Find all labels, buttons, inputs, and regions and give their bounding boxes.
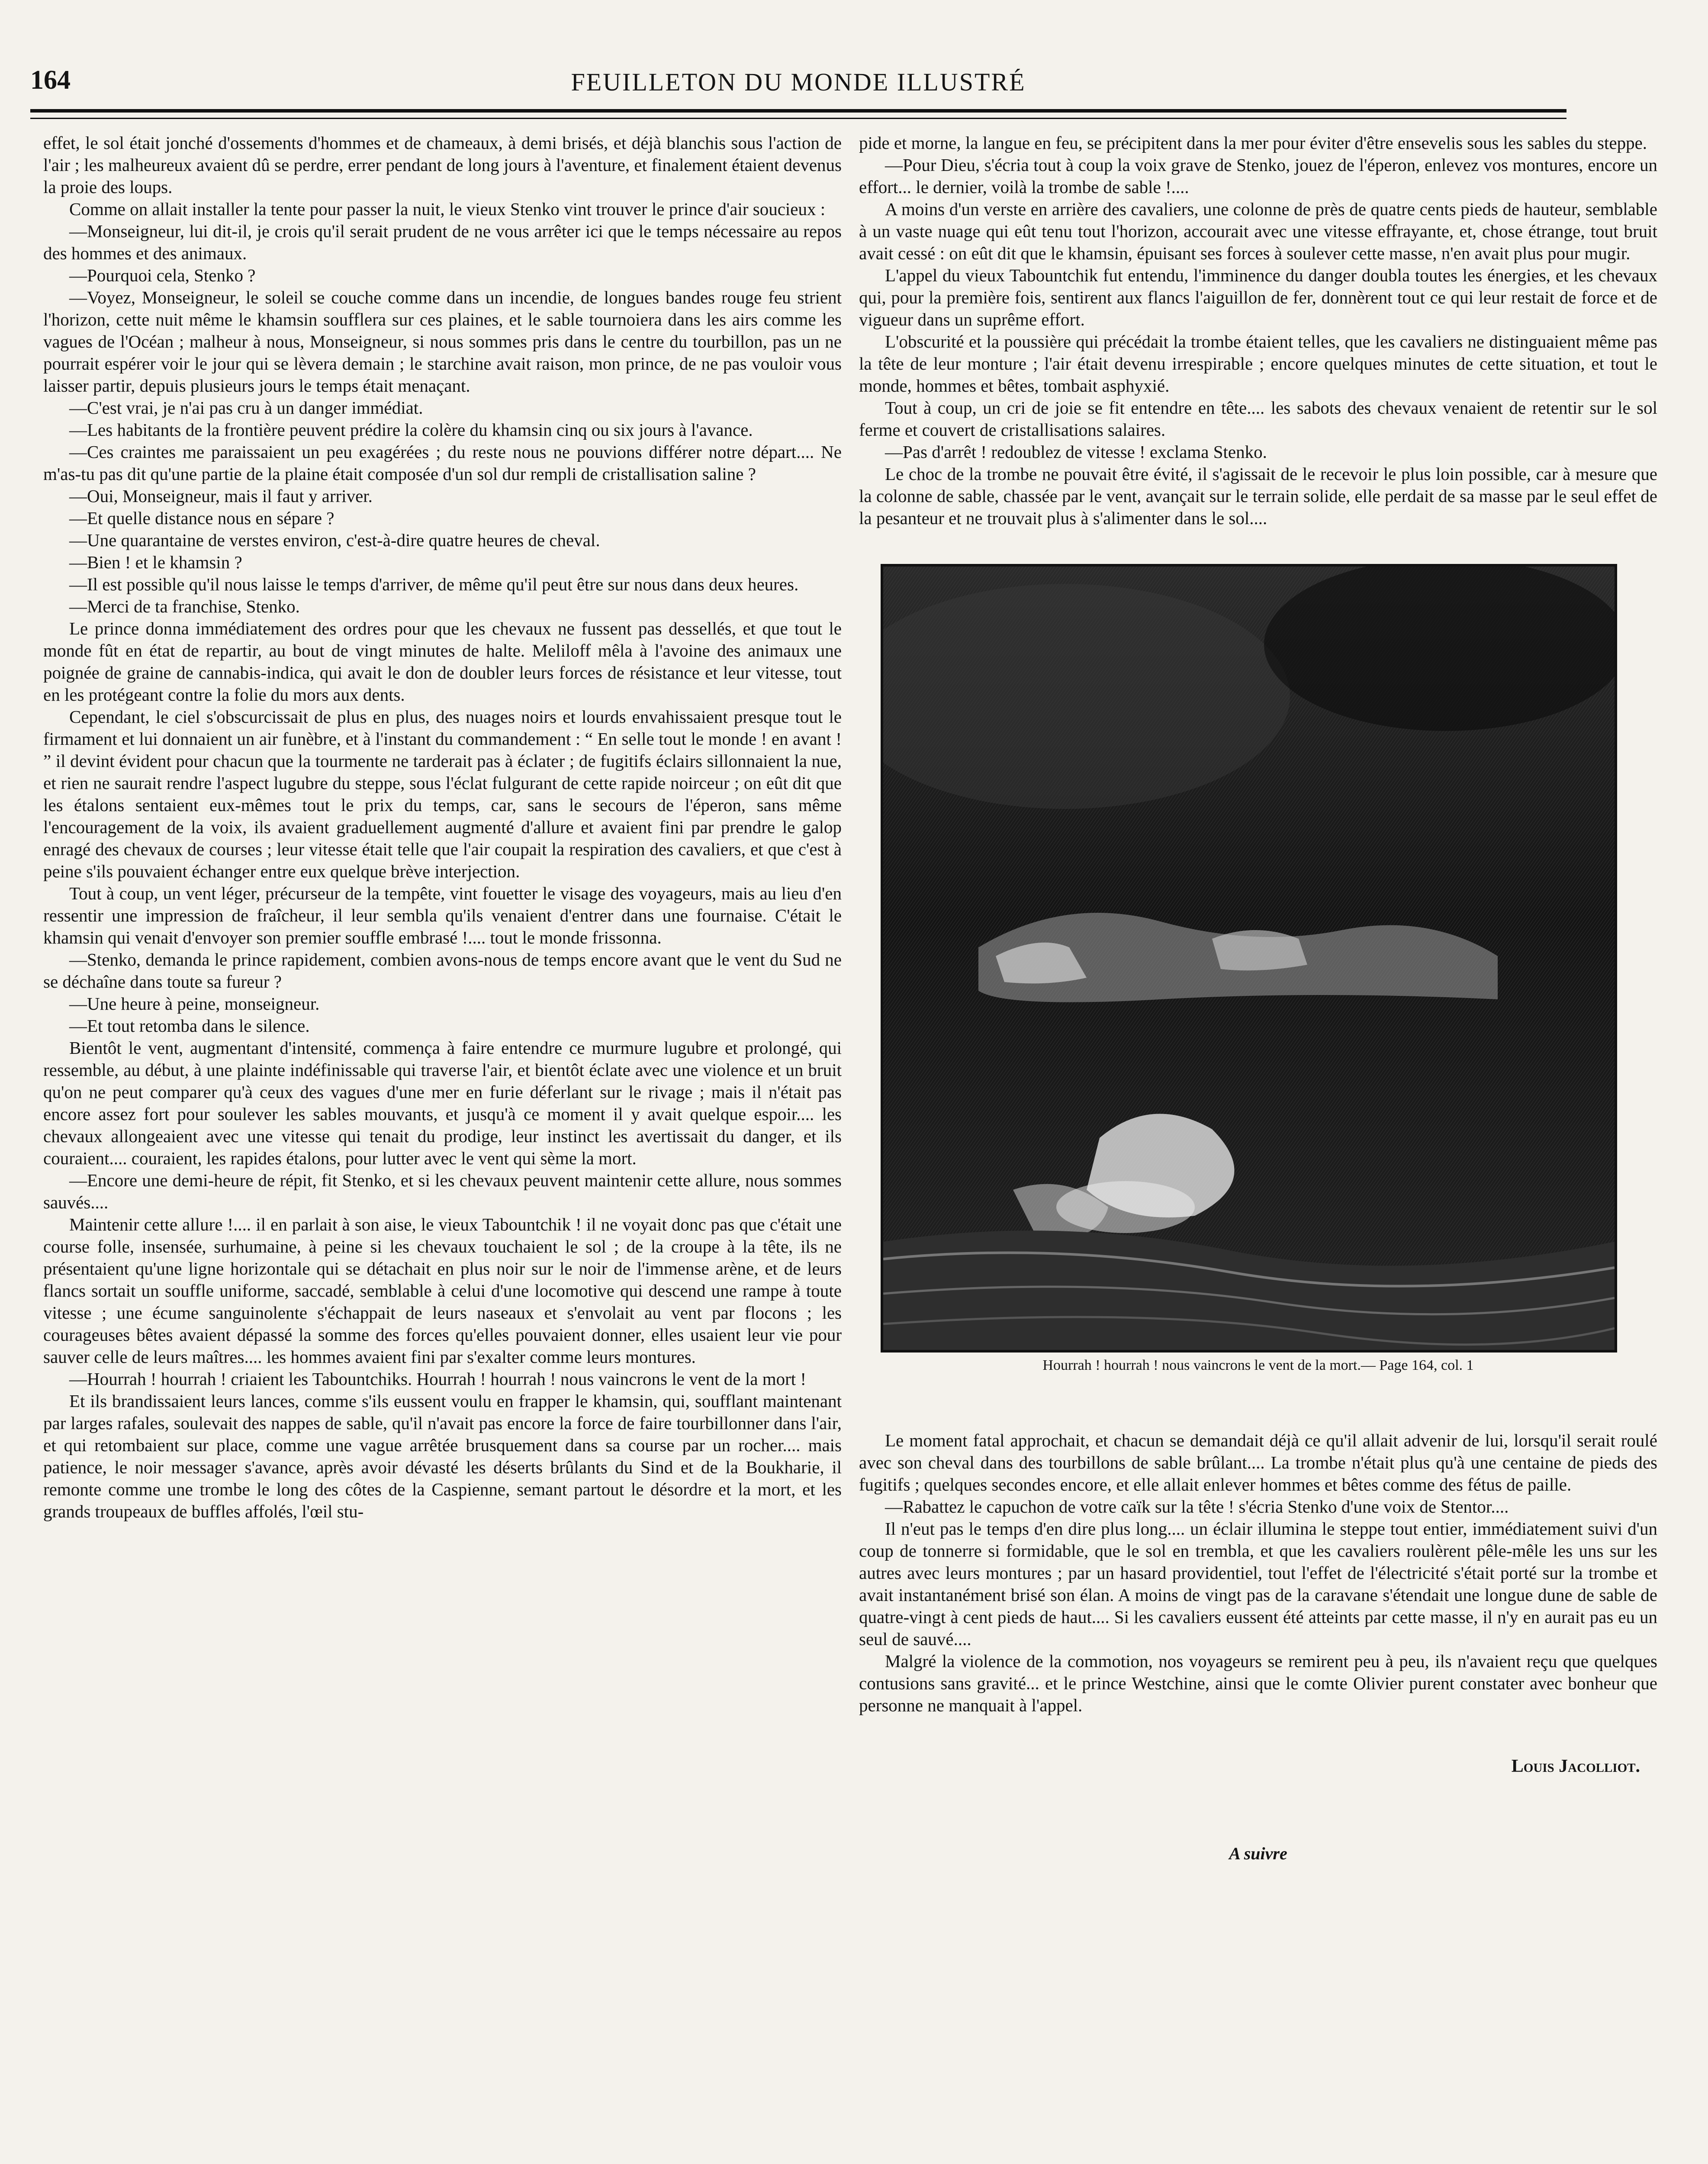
paragraph: Tout à coup, un vent léger, précurseur de la tempête, vint fouetter le visage des voyageurs, mais au lieu d'en ressentir une impression de fraîcheur, il leur sembla qu'ils venaient d'entrer dans une fournaise. C'était le khamsin qui venait d'envoyer son premier souffle embrasé !.... tout le monde frissonna. [43, 883, 842, 947]
page-number: 164 [30, 65, 71, 95]
paragraph: —Pourquoi cela, Stenko ? [69, 265, 256, 285]
illustration-caption: Hourrah ! hourrah ! nous vaincrons le vent de la mort.— Page 164, col. 1 [1042, 1357, 1474, 1373]
paragraph: Comme on allait installer la tente pour passer la nuit, le vieux Stenko vint trouver le prince d'air soucieux : [69, 199, 826, 219]
author-signature: Louis Jacolliot. [1511, 1756, 1640, 1776]
right-column-bottom-text [859, 1430, 1657, 1716]
left-column [43, 132, 842, 2164]
sandstorm-engraving [883, 567, 1615, 1350]
paragraph: —Ces craintes me paraissaient un peu exagérées ; du reste nous ne pouvions différer notre départ.... Ne m'as-tu pas dit qu'une partie de la plaine était composée d'un sol dur rempli de cristallisation saline ? [43, 442, 842, 484]
paragraph: Bientôt le vent, augmentant d'intensité, commença à faire entendre ce murmure lugubre et prolongé, qui ressemble, au début, à une plainte indéfinissable qui traverse l'air, et bientôt éclate avec une violence et un bruit qu'on ne peut comparer qu'à ceux des vagues d'une mer en furie déferlant sur le rivage ; mais il n'était pas encore assez fort pour soulever les sables mouvants, et jusqu'à ce moment il y avait quelque espoir.... les chevaux allongeaient avec une vitesse qui tenait du prodige, leur instinct les avertissait du danger, et ils couraient.... couraient, les rapides étalons, pour lutter avec le vent qui sème la mort. [43, 1038, 842, 1168]
paragraph: Malgré la violence de la commotion, nos voyageurs se remirent peu à peu, ils n'avaient reçu que quelques contusions sans gravité... et le prince Westchine, ainsi que le comte Olivier purent constater avec bonheur que personne ne manquait à l'appel. [859, 1651, 1657, 1715]
engraving-image [881, 564, 1617, 1352]
paragraph: effet, le sol était jonché d'ossements d'hommes et de chameaux, à demi brisés, et déjà blanchis sous l'action de l'air ; les malheureux avaient dû se perdre, errer pendant de long jours à l'aventure, et finalement étaient devenus la proie des loups. [43, 133, 842, 197]
paragraph: pide et morne, la langue en feu, se précipitent dans la mer pour éviter d'être ensevelis sous les sables du steppe. [859, 133, 1647, 153]
to-be-continued: A suivre [1229, 1844, 1287, 1863]
paragraph: —Il est possible qu'il nous laisse le temps d'arriver, de même qu'il peut être sur nous dans deux heures. [69, 574, 799, 594]
paragraph: —Merci de ta franchise, Stenko. [69, 596, 300, 616]
paragraph: —Voyez, Monseigneur, le soleil se couche comme dans un incendie, de longues bandes rouge feu strient l'horizon, cette nuit même le khamsin soufflera sur ces plaines, et le sable tournoiera dans les airs comme les vagues de l'Océan ; malheur à nous, Monseigneur, si nous sommes pris dans le centre du tourbillon, pas un ne pourrait espérer voir le jour qui se lèvera demain ; le starchine avait raison, mon prince, de ne pas vouloir vous laisser partir, depuis plusieurs jours le temps était menaçant. [43, 287, 842, 396]
paragraph: —Monseigneur, lui dit-il, je crois qu'il serait prudent de ne vous arrêter ici que le temps nécessaire au repos des hommes et des animaux. [43, 221, 842, 263]
paragraph: Le choc de la trombe ne pouvait être évité, il s'agissait de le recevoir le plus loin possible, car à mesure que la colonne de sable, chassée par le vent, avançait sur le terrain solide, elle perdait de sa masse par le seul effet de la pesanteur et ne trouvait plus à s'alimenter dans le sol.... [859, 464, 1657, 528]
paragraph: Maintenir cette allure !.... il en parlait à son aise, le vieux Tabountchik ! il ne voyait donc pas que c'était une course folle, insensée, surhumaine, à peine si les chevaux touchaient le sol ; de la croupe à la tête, ils ne présentaient qu'une ligne horizontale qui se détachait en plus noir sur le noir de l'immense arène, et de leurs flancs sortait un souffle uniforme, saccadé, semblable à celui d'une locomotive qui descend une rampe à toute vitesse ; une écume sanguinolente s'échappait de leurs naseaux et s'envolait au vent par flocons ; les courageuses bêtes avaient dépassé la somme des forces qu'elles pouvaient donner, elles usaient leur vie pour sauver celle de leurs maîtres.... les hommes avaient fini par s'exalter comme leurs montures. [43, 1214, 842, 1367]
paragraph: —Oui, Monseigneur, mais il faut y arriver. [69, 486, 373, 506]
header-rule-thin [30, 118, 1566, 119]
paragraph: Il n'eut pas le temps d'en dire plus long.... un éclair illumina le steppe tout entier, immédiatement suivi d'un coup de tonnerre si formidable, que le sol en trembla, et que les cavaliers roulèrent pêle-mêle les uns sur les autres avec leurs montures ; par un hasard providentiel, tout l'effet de l'électricité s'était porté sur la trombe et avait instantanément brisé son élan. A moins de vingt pas de la caravane s'étendait une longue dune de sable de quatre-vingt à cent pieds de haut.... Si les cavaliers eussent été atteints par cette masse, il n'y en aurait pas eu un seul de sauvé.... [859, 1519, 1657, 1649]
paragraph: Et ils brandissaient leurs lances, comme s'ils eussent voulu en frapper le khamsin, qui, soufflant maintenant par larges rafales, soulevait des nappes de sable, qu'il n'avait pas encore la force de faire tourbillonner dans l'air, et qui retombaient sur place, comme une vague arrêtée brusquement dans sa course par un rocher.... mais patience, le noir messager s'avance, après avoir dévasté les déserts brûlants du Sind et de la Boukharie, il remonte comme une trombe le long des côtes de la Caspienne, semant partout le désordre et la mort, et les grands troupeaux de buffles affolés, l'œil stu- [43, 1391, 842, 1521]
paragraph: —Pas d'arrêt ! redoublez de vitesse ! exclama Stenko. [885, 442, 1267, 462]
running-title: FEUILLETON DU MONDE ILLUSTRÉ [571, 68, 1026, 96]
paragraph: —Stenko, demanda le prince rapidement, combien avons-nous de temps encore avant que le vent du Sud ne se déchaîne dans toute sa fureur ? [43, 950, 842, 992]
paragraph: —Une quarantaine de verstes environ, c'est-à-dire quatre heures de cheval. [69, 530, 600, 550]
paragraph: Le prince donna immédiatement des ordres pour que les chevaux ne fussent pas dessellés, et que tout le monde fût en état de repartir, au bout de vingt minutes de halte. Meliloff mêla à l'avoine des animaux une poignée de graine de cannabis-indica, qui avait le don de doubler leurs forces de résistance et leur vitesse, tout en les protégeant contre la folie du mors aux dents. [43, 618, 842, 705]
paragraph: —Les habitants de la frontière peuvent prédire la colère du khamsin cinq ou six jours à l'avance. [69, 420, 753, 440]
paragraph: Cependant, le ciel s'obscurcissait de plus en plus, des nuages noirs et lourds envahissaient presque tout le firmament et lui donnaient un air funèbre, et à l'instant du commandement : “ En selle tout le monde ! en avant ! ” il devint évident pour chacun que la tourmente ne tarderait pas à éclater ; de fugitifs éclairs sillonnaient la nue, et rien ne saurait rendre l'aspect lugubre du steppe, sous l'éclat fulgurant de cette rapide noirceur ; on eût dit que les étalons sentaient eux-mêmes tout le prix du temps, car, sans le secours de l'éperon, sans même l'encouragement de la voix, ils avaient graduellement augmenté d'allure et avaient fini par prendre le galop enragé des chevaux de courses ; leur vitesse était telle que l'air coupait la respiration des cavaliers, et que c'est à peine s'ils pouvaient échanger entre eux quelque brève interjection. [43, 707, 842, 881]
paragraph: —Encore une demi-heure de répit, fit Stenko, et si les chevaux peuvent maintenir cette allure, nous sommes sauvés.... [43, 1170, 842, 1212]
paragraph: Le moment fatal approchait, et chacun se demandait déjà ce qu'il allait advenir de lui, lorsqu'il serait roulé avec son cheval dans des tourbillons de sable brûlant.... La trombe n'était plus qu'à une centaine de pieds des fugitifs ; quelques secondes encore, et elle allait enlever hommes et bêtes comme des fétus de paille. [859, 1430, 1657, 1494]
paragraph: —C'est vrai, je n'ai pas cru à un danger immédiat. [69, 398, 423, 418]
paragraph: L'obscurité et la poussière qui précédait la trombe étaient telles, que les cavaliers ne distinguaient même pas la tête de leur monture ; l'air était devenu irrespirable ; encore quelques minutes de cette situation, et tout le monde, hommes et bêtes, tombait asphyxié. [859, 332, 1657, 396]
right-column-top-text [859, 132, 1657, 529]
paragraph: L'appel du vieux Tabountchik fut entendu, l'imminence du danger doubla toutes les énergies, et les chevaux qui, pour la première fois, sentirent aux flancs l'aiguillon de fer, donnèrent tout ce qui leur restait de force et de vigueur dans un suprême effort. [859, 265, 1657, 329]
paragraph: —Et tout retomba dans le silence. [69, 1016, 310, 1036]
paragraph: —Bien ! et le khamsin ? [69, 552, 242, 572]
paragraph: —Pour Dieu, s'écria tout à coup la voix grave de Stenko, jouez de l'éperon, enlevez vos montures, encore un effort... le dernier, voilà la trombe de sable !.... [859, 155, 1657, 197]
page-header [30, 65, 1566, 113]
paragraph: —Hourrah ! hourrah ! criaient les Tabountchiks. Hourrah ! hourrah ! nous vaincrons le vent de la mort ! [69, 1369, 807, 1389]
header-rule-thick [30, 109, 1566, 113]
paragraph: —Une heure à peine, monseigneur. [69, 994, 320, 1014]
paragraph: Tout à coup, un cri de joie se fit entendre en tête.... les sabots des chevaux venaient de retentir sur le sol ferme et couvert de cristallisations salaires. [859, 398, 1657, 440]
paragraph: —Rabattez le capuchon de votre caïk sur la tête ! s'écria Stenko d'une voix de Stentor.... [885, 1497, 1509, 1517]
right-column [859, 132, 1657, 2164]
paragraph: —Et quelle distance nous en sépare ? [69, 508, 335, 528]
paragraph: A moins d'un verste en arrière des cavaliers, une colonne de près de quatre cents pieds de hauteur, semblable à un vaste nuage qui eût tenu tout l'horizon, accourait avec une vitesse effrayante, et, chose étrange, tout bruit avait cessé : on eût dit que le khamsin, épuisant ses forces à soulever cette masse, n'en avait plus pour mugir. [859, 199, 1657, 263]
illustration [872, 564, 1644, 1404]
